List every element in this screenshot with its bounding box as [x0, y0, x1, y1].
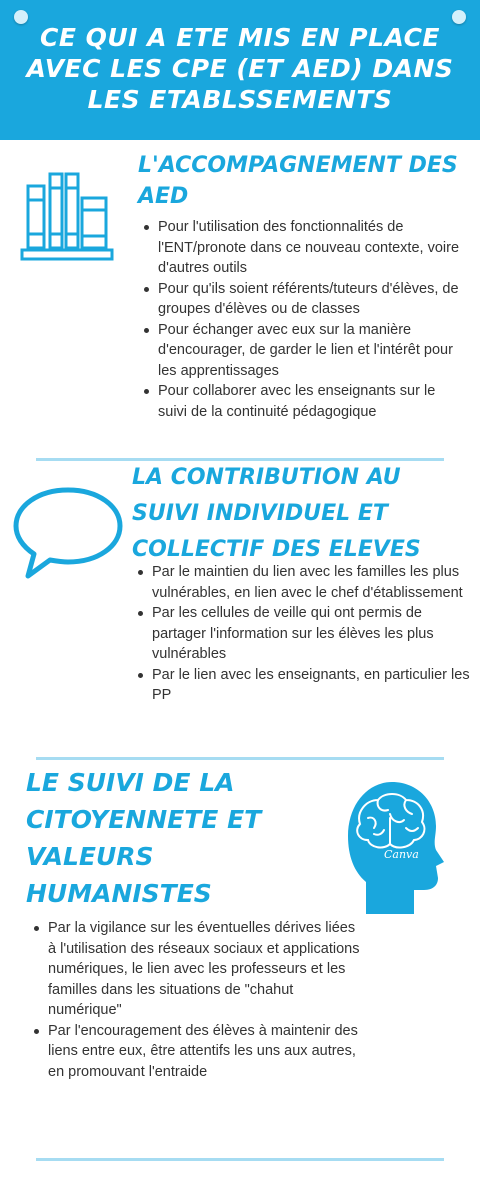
head-brain-icon — [344, 778, 444, 914]
list-item: Pour l'utilisation des fonctionnalités de l'ENT/pronote dans ce nouveau contexte, voire d'autres outils — [140, 217, 466, 279]
section-heading: LA CONTRIBUTION AU SUIVI INDIVIDUEL ET COLLECTIF DES ELEVES — [132, 465, 421, 562]
bookshelf-icon — [20, 170, 116, 262]
speech-bubble-icon — [10, 482, 126, 582]
list-item: Par la vigilance sur les éventuelles dérives liées à l'utilisation des réseaux sociaux et applications numériques, le lien avec les professeurs et les familles dans les situations de "chahut numérique" — [30, 918, 360, 1021]
canva-watermark: Canva — [384, 848, 419, 861]
list-item: Pour collaborer avec les enseignants sur le suivi de la continuité pédagogique — [140, 381, 466, 422]
bullet-list — [30, 918, 360, 1082]
list-item: Par l'encouragement des élèves à maintenir des liens entre eux, être attentifs les uns aux autres, en promouvant l'entraide — [30, 1021, 360, 1083]
header-banner — [0, 0, 480, 140]
bullet-list — [140, 217, 466, 422]
section-heading: L'ACCOMPAGNEMENT DES AED — [138, 153, 458, 209]
list-item: Pour échanger avec eux sur la manière d'encourager, de garder le lien et l'intérêt pour les apprentissages — [140, 320, 466, 382]
list-item: Par le lien avec les enseignants, en particulier les PP — [134, 665, 474, 706]
list-item: Pour qu'ils soient référents/tuteurs d'élèves, de groupes d'élèves ou de classes — [140, 279, 466, 320]
divider — [36, 1158, 444, 1161]
bullet-list — [134, 562, 474, 706]
page-title: CE QUI A ETE MIS EN PLACE AVEC LES CPE (ET AED) DANS LES ETABLSSEMENTS — [26, 23, 454, 114]
list-item: Par les cellules de veille qui ont permis de partager l'information sur les élèves les plus vulnérables — [134, 603, 474, 665]
section-heading: LE SUIVI DE LA CITOYENNETE ET VALEURS HUMANISTES — [26, 768, 262, 908]
divider — [36, 757, 444, 760]
list-item: Par le maintien du lien avec les familles les plus vulnérables, en lien avec le chef d'établissement — [134, 562, 474, 603]
